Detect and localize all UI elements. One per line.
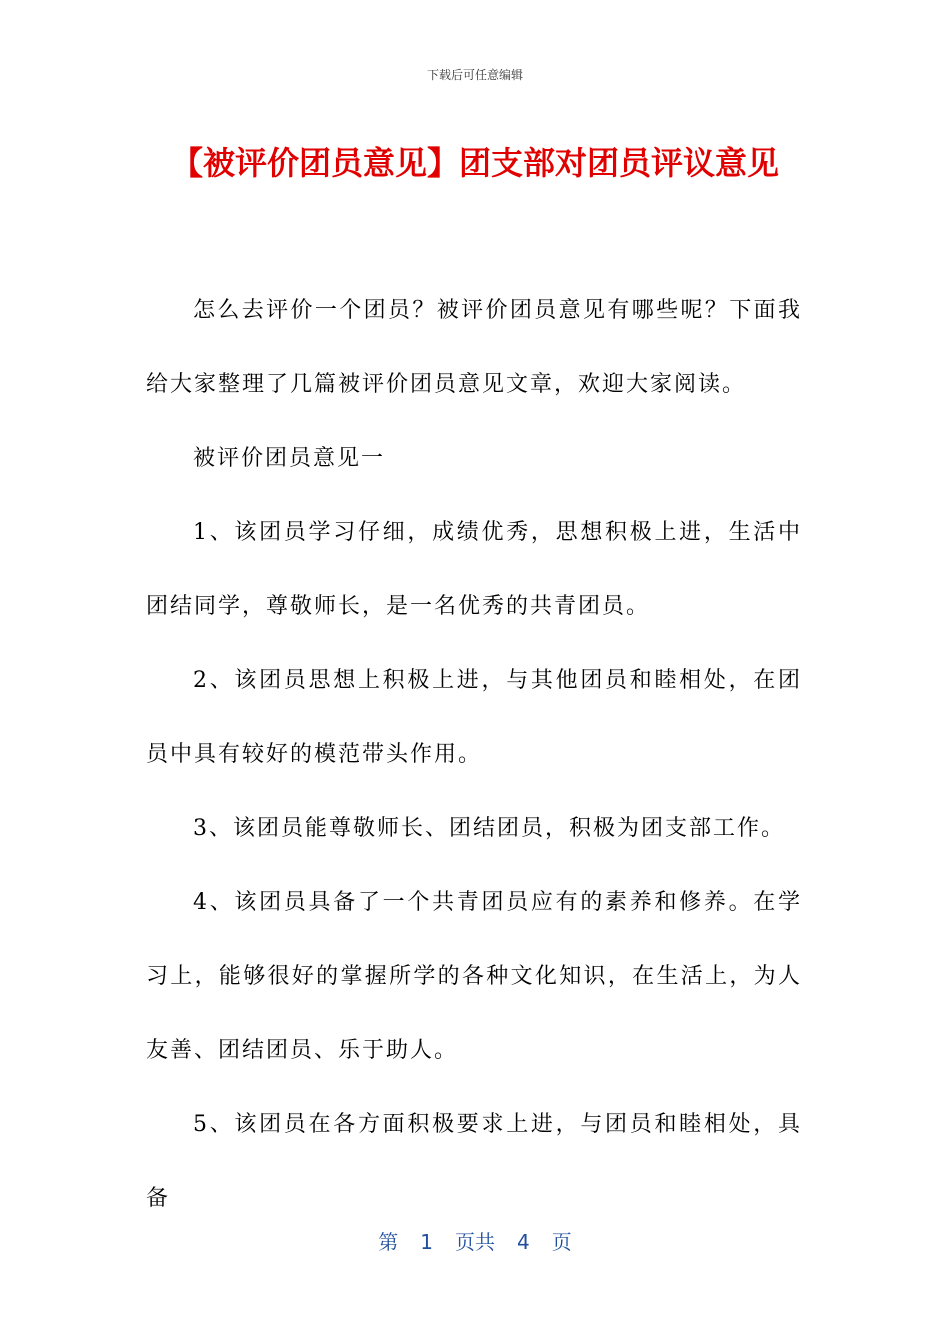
header-note: 下载后可任意编辑 [426, 68, 523, 82]
list-item: 5、该团员在各方面积极要求上进，与团员和睦相处，具备 [146, 1112, 802, 1211]
page-footer [0, 1226, 950, 1255]
list-item: 4、该团员具备了一个共青团员应有的素养和修养。在学习上，能够很好的掌握所学的各种文化知识，在生活上，为人友善、团结团员、乐于助人。 [146, 890, 802, 1063]
total-pages: 4 [517, 1230, 530, 1254]
document-body [146, 274, 802, 1236]
page-number: 1 [420, 1230, 433, 1254]
page-suffix: 页 [551, 1230, 572, 1254]
page-mid: 页共 [455, 1230, 495, 1254]
list-item: 1、该团员学习仔细，成绩优秀，思想积极上进，生活中团结同学，尊敬师长，是一名优秀的共青团员。 [146, 520, 802, 619]
section-heading: 被评价团员意见一 [193, 446, 386, 471]
document-title: 【被评价团员意见】团支部对团员评议意见 [170, 144, 779, 182]
paragraph-intro: 怎么去评价一个团员？被评价团员意见有哪些呢？下面我给大家整理了几篇被评价团员意见文章，欢迎大家阅读。 [146, 298, 802, 397]
list-item: 2、该团员思想上积极上进，与其他团员和睦相处，在团员中具有较好的模范带头作用。 [146, 668, 802, 767]
page-prefix: 第 [378, 1230, 399, 1254]
list-item: 3、该团员能尊敬师长、团结团员，积极为团支部工作。 [193, 816, 785, 841]
